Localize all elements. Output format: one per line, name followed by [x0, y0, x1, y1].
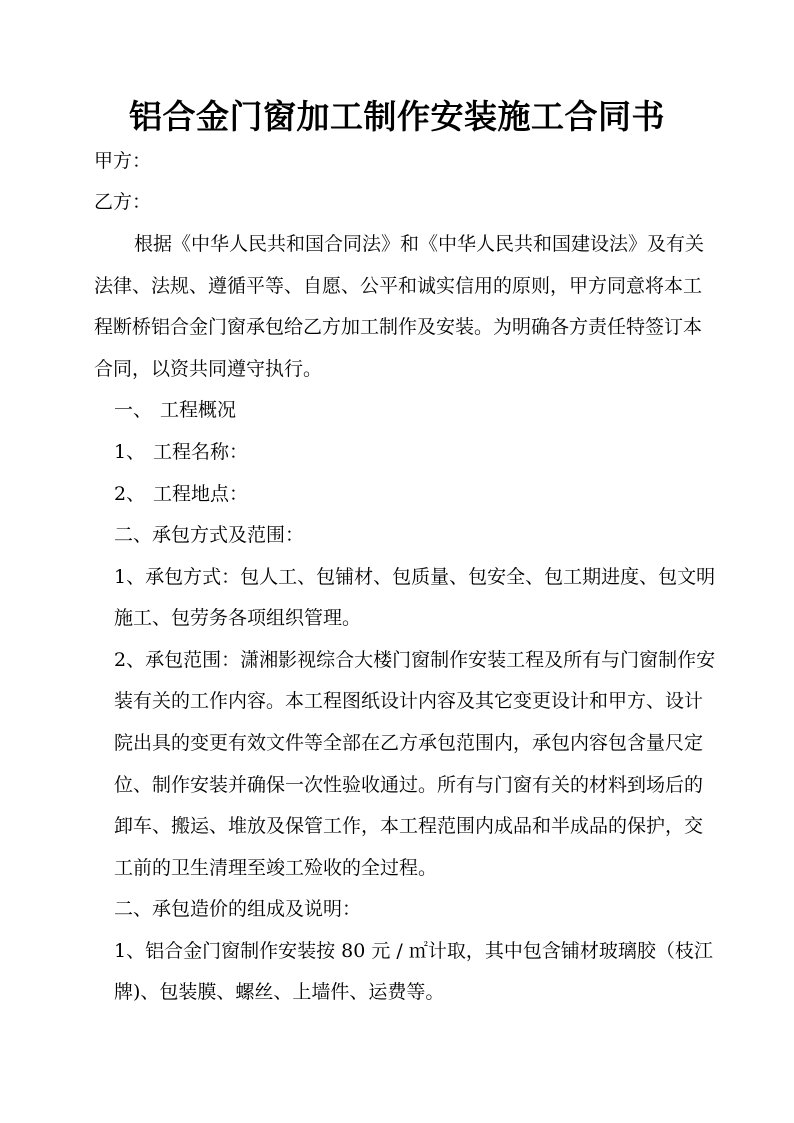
project-name-label: 工程名称：: [153, 441, 249, 463]
section-2-p1-line-1: 1、承包方式：包人工、包铺材、包质量、包安全、包工期进度、包文明: [114, 566, 716, 588]
party-b-label: 乙方：: [94, 191, 152, 213]
section-3-p1-line-1: 1、铝合金门窗制作安装按 80 元 / ㎡计取，其中包含铺材玻璃胶（枝江: [114, 940, 713, 962]
section-2-p2-line-2: 装有关的工作内容。本工程图纸设计内容及其它变更设计和甲方、设计: [114, 690, 704, 712]
intro-line-3: 程断桥铝合金门窗承包给乙方加工制作及安装。为明确各方责任特签订本: [94, 316, 703, 338]
section-2-p2-line-4: 位、制作安装并确保一次性验收通过。所有与门窗有关的材料到场后的: [114, 774, 704, 796]
section-3-heading: 二、承包造价的组成及说明：: [114, 898, 362, 920]
document-title: 铝合金门窗加工制作安装施工合同书: [129, 97, 665, 136]
section-2-p2-line-3: 院出具的变更有效文件等全部在乙方承包范围内，承包内容包含量尺定: [114, 732, 704, 754]
party-a-label: 甲方：: [94, 150, 152, 172]
item-1-number: 1、: [114, 441, 146, 463]
section-2-p2-line-5: 卸车、搬运、堆放及保管工作，本工程范围内成品和半成品的保护，交: [114, 815, 704, 837]
section-1-number: 一、: [114, 399, 153, 421]
section-3-p1-line-2: 牌)、包装膜、螺丝、上墙件、运费等。: [114, 981, 445, 1003]
section-2-p1-line-2: 施工、包劳务各项组织管理。: [114, 607, 362, 629]
section-2-heading: 二、承包方式及范围：: [114, 524, 305, 546]
item-2-number: 2、: [114, 483, 146, 505]
intro-line-4: 合同，以资共同遵守执行。: [94, 358, 323, 380]
section-2-p2-line-1: 2、承包范围：潇湘影视综合大楼门窗制作安装工程及所有与门窗制作安: [114, 649, 716, 671]
section-2-p2-line-6: 工前的卫生清理至竣工殓收的全过程。: [114, 857, 438, 879]
intro-line-1: 根据《中华人民共和国合同法》和《中华人民共和国建设法》及有关: [134, 233, 705, 255]
section-1-heading: 工程概况: [160, 399, 237, 421]
intro-line-2: 法律、法规、遵循平等、自愿、公平和诚实信用的原则，甲方同意将本工: [94, 275, 703, 297]
project-location-label: 工程地点：: [153, 483, 249, 505]
